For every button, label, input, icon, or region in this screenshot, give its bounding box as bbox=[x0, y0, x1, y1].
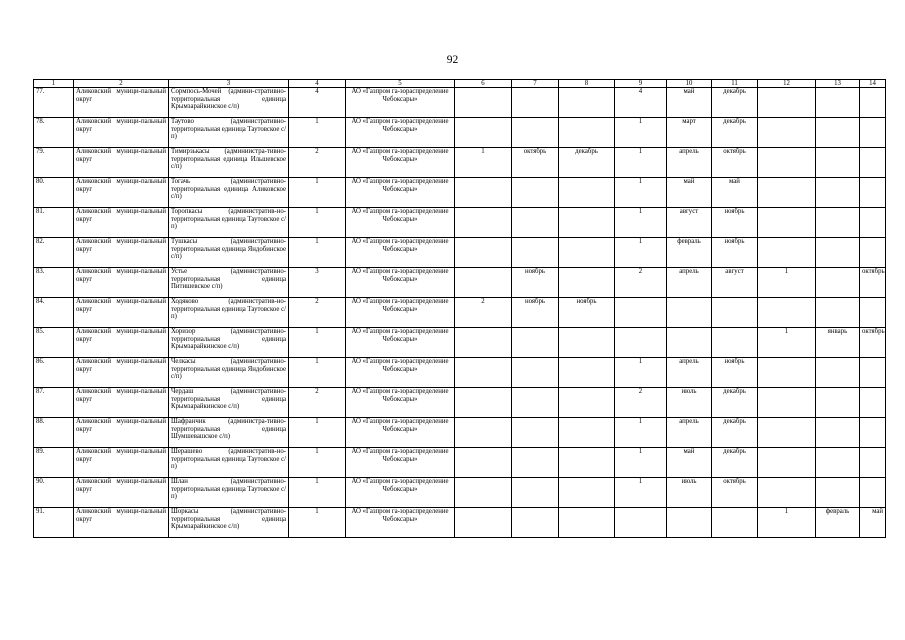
table-cell-col-10: май bbox=[667, 178, 712, 208]
table-cell-col-10: апрель bbox=[667, 418, 712, 448]
table-cell-col-8 bbox=[559, 448, 615, 478]
table-row bbox=[34, 208, 886, 238]
table-cell-col-1: 85. bbox=[34, 328, 74, 358]
table-cell-col-3: Торопкасы (административ-но-территориальная единица Таутовское с/п) bbox=[169, 208, 289, 238]
table-cell-col-7 bbox=[512, 238, 559, 268]
table-body bbox=[34, 88, 886, 538]
table-cell-col-2: Аликовский муници-пальный округ bbox=[74, 478, 169, 508]
table-cell-col-5: АО «Газпром га-зораспределение Чебоксары» bbox=[346, 178, 455, 208]
table-cell-col-8 bbox=[559, 418, 615, 448]
column-header-13: 13 bbox=[816, 80, 860, 88]
table-cell-col-11 bbox=[712, 508, 758, 538]
table-cell-col-11: декабрь bbox=[712, 88, 758, 118]
table-cell-col-11 bbox=[712, 328, 758, 358]
table-cell-col-14 bbox=[860, 148, 886, 178]
table-cell-col-3: Сормпось-Мочей (админи-стративно-территориальная единица Крымзарайкинское с/п) bbox=[169, 88, 289, 118]
table-cell-col-7 bbox=[512, 88, 559, 118]
table-cell-col-8: декабрь bbox=[559, 148, 615, 178]
table-cell-col-9: 1 bbox=[615, 148, 667, 178]
table-cell-col-8 bbox=[559, 478, 615, 508]
table-cell-col-6: 2 bbox=[455, 298, 512, 328]
table-cell-col-9: 1 bbox=[615, 208, 667, 238]
table-cell-col-9: 1 bbox=[615, 358, 667, 388]
table-cell-col-8 bbox=[559, 328, 615, 358]
table-row bbox=[34, 328, 886, 358]
column-header-6: 6 bbox=[455, 80, 512, 88]
table-cell-col-12 bbox=[758, 448, 816, 478]
table-cell-col-13 bbox=[816, 418, 860, 448]
table-cell-col-5: АО «Газпром га-зораспределение Чебоксары» bbox=[346, 298, 455, 328]
table-cell-col-5: АО «Газпром га-зораспределение Чебоксары» bbox=[346, 148, 455, 178]
table-cell-col-2: Аликовский муници-пальный округ bbox=[74, 238, 169, 268]
table-cell-col-12 bbox=[758, 418, 816, 448]
column-header-12: 12 bbox=[758, 80, 816, 88]
table-row bbox=[34, 358, 886, 388]
table-cell-col-12: 1 bbox=[758, 268, 816, 298]
table-cell-col-1: 78. bbox=[34, 118, 74, 148]
table-cell-col-11: декабрь bbox=[712, 388, 758, 418]
table-cell-col-9: 2 bbox=[615, 388, 667, 418]
table-cell-col-10: март bbox=[667, 118, 712, 148]
table-cell-col-12 bbox=[758, 388, 816, 418]
table-cell-col-9: 1 bbox=[615, 238, 667, 268]
table-cell-col-3: Челкасы (административно-территориальная единица Яндобинское с/п) bbox=[169, 358, 289, 388]
table-cell-col-4: 1 bbox=[289, 208, 346, 238]
table-cell-col-8 bbox=[559, 238, 615, 268]
table-cell-col-14: май bbox=[860, 508, 886, 538]
column-header-8: 8 bbox=[559, 80, 615, 88]
table-cell-col-7 bbox=[512, 208, 559, 238]
table-cell-col-13 bbox=[816, 388, 860, 418]
table-row bbox=[34, 178, 886, 208]
table-cell-col-5: АО «Газпром га-зораспределение Чебоксары» bbox=[346, 358, 455, 388]
table-cell-col-4: 2 bbox=[289, 148, 346, 178]
table-cell-col-10 bbox=[667, 508, 712, 538]
table-row bbox=[34, 298, 886, 328]
table-cell-col-12 bbox=[758, 148, 816, 178]
table-cell-col-7 bbox=[512, 328, 559, 358]
table-cell-col-4: 1 bbox=[289, 118, 346, 148]
table-cell-col-5: АО «Газпром га-зораспределение Чебоксары» bbox=[346, 448, 455, 478]
table-cell-col-11: декабрь bbox=[712, 448, 758, 478]
table-cell-col-3: Тушкасы (административно-территориальная единица Яндобинское с/п) bbox=[169, 238, 289, 268]
table-cell-col-1: 86. bbox=[34, 358, 74, 388]
table-cell-col-7 bbox=[512, 418, 559, 448]
table-cell-col-1: 84. bbox=[34, 298, 74, 328]
table-cell-col-7 bbox=[512, 478, 559, 508]
table-cell-col-10: август bbox=[667, 208, 712, 238]
table-cell-col-10: июль bbox=[667, 478, 712, 508]
table-cell-col-2: Аликовский муници-пальный округ bbox=[74, 268, 169, 298]
table-cell-col-11: ноябрь bbox=[712, 238, 758, 268]
table-cell-col-10: апрель bbox=[667, 268, 712, 298]
table-cell-col-11: ноябрь bbox=[712, 208, 758, 238]
table-cell-col-9: 1 bbox=[615, 448, 667, 478]
table-cell-col-6 bbox=[455, 448, 512, 478]
table-row bbox=[34, 268, 886, 298]
table-cell-col-7: октябрь bbox=[512, 148, 559, 178]
table-cell-col-6 bbox=[455, 88, 512, 118]
table-cell-col-3: Шерашево (административ-но-территориальная единица Таутовское с/п) bbox=[169, 448, 289, 478]
table-row bbox=[34, 388, 886, 418]
table-cell-col-1: 79. bbox=[34, 148, 74, 178]
table-cell-col-1: 88. bbox=[34, 418, 74, 448]
table-cell-col-2: Аликовский муници-пальный округ bbox=[74, 178, 169, 208]
table-cell-col-12 bbox=[758, 478, 816, 508]
table-cell-col-3: Тогачь (административно-территориальная единица Аликовское с/п) bbox=[169, 178, 289, 208]
table-cell-col-6 bbox=[455, 268, 512, 298]
table-cell-col-7 bbox=[512, 358, 559, 388]
table-cell-col-9: 1 bbox=[615, 418, 667, 448]
table-cell-col-1: 77. bbox=[34, 88, 74, 118]
table-cell-col-4: 2 bbox=[289, 298, 346, 328]
table-cell-col-2: Аликовский муници-пальный округ bbox=[74, 88, 169, 118]
table-cell-col-13 bbox=[816, 88, 860, 118]
table-cell-col-14 bbox=[860, 358, 886, 388]
table-cell-col-2: Аликовский муници-пальный округ bbox=[74, 148, 169, 178]
table-cell-col-7 bbox=[512, 448, 559, 478]
table-cell-col-12 bbox=[758, 208, 816, 238]
table-cell-col-6 bbox=[455, 178, 512, 208]
table-cell-col-9: 1 bbox=[615, 118, 667, 148]
column-header-1: 1 bbox=[34, 80, 74, 88]
table-cell-col-12 bbox=[758, 358, 816, 388]
table-cell-col-4: 2 bbox=[289, 388, 346, 418]
column-header-2: 2 bbox=[74, 80, 169, 88]
table-cell-col-8 bbox=[559, 88, 615, 118]
table-cell-col-7: ноябрь bbox=[512, 268, 559, 298]
table-cell-col-14 bbox=[860, 208, 886, 238]
table-cell-col-9: 1 bbox=[615, 178, 667, 208]
table-cell-col-13 bbox=[816, 118, 860, 148]
table-cell-col-5: АО «Газпром га-зораспределение Чебоксары» bbox=[346, 88, 455, 118]
table-cell-col-11: октябрь bbox=[712, 148, 758, 178]
table-cell-col-1: 90. bbox=[34, 478, 74, 508]
table-cell-col-6 bbox=[455, 238, 512, 268]
table-cell-col-14 bbox=[860, 418, 886, 448]
header-row bbox=[34, 80, 886, 88]
table-cell-col-13: январь bbox=[816, 328, 860, 358]
column-header-14: 14 bbox=[860, 80, 886, 88]
table-cell-col-12: 1 bbox=[758, 328, 816, 358]
table-cell-col-12 bbox=[758, 88, 816, 118]
table-cell-col-1: 83. bbox=[34, 268, 74, 298]
table-cell-col-12 bbox=[758, 178, 816, 208]
table-cell-col-13 bbox=[816, 298, 860, 328]
column-header-3: 3 bbox=[169, 80, 289, 88]
table-cell-col-4: 4 bbox=[289, 88, 346, 118]
table-cell-col-6 bbox=[455, 478, 512, 508]
page-number: 92 bbox=[446, 54, 459, 66]
table-cell-col-14: октябрь bbox=[860, 268, 886, 298]
table-cell-col-14 bbox=[860, 388, 886, 418]
table-cell-col-10: май bbox=[667, 448, 712, 478]
table-row bbox=[34, 148, 886, 178]
table-cell-col-6 bbox=[455, 118, 512, 148]
table-cell-col-7 bbox=[512, 118, 559, 148]
table-cell-col-9 bbox=[615, 298, 667, 328]
table-cell-col-5: АО «Газпром га-зораспределение Чебоксары» bbox=[346, 388, 455, 418]
table-cell-col-3: Хоризор (административно-территориальная единица Крымзарайкинское с/п) bbox=[169, 328, 289, 358]
table-cell-col-14: октябрь bbox=[860, 328, 886, 358]
table-cell-col-2: Аликовский муници-пальный округ bbox=[74, 358, 169, 388]
table-cell-col-6 bbox=[455, 388, 512, 418]
column-header-4: 4 bbox=[289, 80, 346, 88]
table-cell-col-1: 89. bbox=[34, 448, 74, 478]
table-cell-col-4: 1 bbox=[289, 358, 346, 388]
table-cell-col-4: 1 bbox=[289, 478, 346, 508]
table-cell-col-3: Тимирзькасы (админиистра-тивно-территориальная единица Ильшевское с/п) bbox=[169, 148, 289, 178]
table-cell-col-6: 1 bbox=[455, 148, 512, 178]
table-header bbox=[34, 80, 886, 88]
table-cell-col-10: апрель bbox=[667, 148, 712, 178]
table-cell-col-2: Аликовский муници-пальный округ bbox=[74, 388, 169, 418]
table-row bbox=[34, 508, 886, 538]
table-cell-col-8 bbox=[559, 388, 615, 418]
table-cell-col-13 bbox=[816, 448, 860, 478]
table-cell-col-2: Аликовский муници-пальный округ bbox=[74, 328, 169, 358]
table-cell-col-9: 4 bbox=[615, 88, 667, 118]
table-cell-col-13 bbox=[816, 178, 860, 208]
table-cell-col-13 bbox=[816, 148, 860, 178]
table-cell-col-10 bbox=[667, 328, 712, 358]
table-row bbox=[34, 418, 886, 448]
table-cell-col-13 bbox=[816, 358, 860, 388]
table-cell-col-2: Аликовский муници-пальный округ bbox=[74, 298, 169, 328]
table-cell-col-11: декабрь bbox=[712, 118, 758, 148]
table-cell-col-2: Аликовский муници-пальный округ bbox=[74, 208, 169, 238]
table-cell-col-13 bbox=[816, 208, 860, 238]
table-row bbox=[34, 478, 886, 508]
column-header-9: 9 bbox=[615, 80, 667, 88]
table-cell-col-13 bbox=[816, 238, 860, 268]
table-cell-col-14 bbox=[860, 88, 886, 118]
table-cell-col-3: Ходяково (административ-но-территориальная единица Таутовское с/п) bbox=[169, 298, 289, 328]
table-cell-col-7 bbox=[512, 388, 559, 418]
table-row bbox=[34, 238, 886, 268]
table-cell-col-5: АО «Газпром га-зораспределение Чебоксары» bbox=[346, 238, 455, 268]
table-cell-col-14 bbox=[860, 238, 886, 268]
table-cell-col-4: 1 bbox=[289, 418, 346, 448]
column-header-5: 5 bbox=[346, 80, 455, 88]
table-cell-col-5: АО «Газпром га-зораспределение Чебоксары» bbox=[346, 328, 455, 358]
table-cell-col-8 bbox=[559, 208, 615, 238]
table-cell-col-7 bbox=[512, 178, 559, 208]
table-cell-col-1: 91. bbox=[34, 508, 74, 538]
table-cell-col-1: 80. bbox=[34, 178, 74, 208]
table-cell-col-1: 81. bbox=[34, 208, 74, 238]
table-cell-col-4: 1 bbox=[289, 238, 346, 268]
table-cell-col-14 bbox=[860, 448, 886, 478]
table-cell-col-8 bbox=[559, 178, 615, 208]
table-cell-col-9: 1 bbox=[615, 478, 667, 508]
table-row bbox=[34, 118, 886, 148]
table-cell-col-8 bbox=[559, 508, 615, 538]
table-cell-col-3: Чердаш (административно-территориальная единица Крымзарайкинское с/п) bbox=[169, 388, 289, 418]
table-cell-col-8 bbox=[559, 268, 615, 298]
table-cell-col-10: февраль bbox=[667, 238, 712, 268]
table-cell-col-1: 82. bbox=[34, 238, 74, 268]
table-cell-col-5: АО «Газпром га-зораспределение Чебоксары» bbox=[346, 208, 455, 238]
table-cell-col-2: Аликовский муници-пальный округ bbox=[74, 448, 169, 478]
table-cell-col-12 bbox=[758, 298, 816, 328]
table-cell-col-6 bbox=[455, 508, 512, 538]
table-cell-col-4: 1 bbox=[289, 328, 346, 358]
table-cell-col-5: АО «Газпром га-зораспределение Чебоксары» bbox=[346, 508, 455, 538]
table-cell-col-8 bbox=[559, 118, 615, 148]
table-cell-col-1: 87. bbox=[34, 388, 74, 418]
table-cell-col-3: Устье (административно-территориальная единица Питишевское с/п) bbox=[169, 268, 289, 298]
table-row bbox=[34, 448, 886, 478]
table-cell-col-5: АО «Газпром га-зораспределение Чебоксары» bbox=[346, 478, 455, 508]
table-cell-col-3: Шафранчик (администра-тивно-территориальная единица Шумшевашское с/п) bbox=[169, 418, 289, 448]
table-cell-col-10: апрель bbox=[667, 358, 712, 388]
table-cell-col-4: 3 bbox=[289, 268, 346, 298]
table-cell-col-6 bbox=[455, 418, 512, 448]
plan-table bbox=[33, 79, 886, 538]
table-cell-col-3: Шоркасы (административно-территориальная единица Крымзарайкинское с/п) bbox=[169, 508, 289, 538]
table-cell-col-10: май bbox=[667, 88, 712, 118]
table-cell-col-11: декабрь bbox=[712, 418, 758, 448]
table-cell-col-11: август bbox=[712, 268, 758, 298]
table-cell-col-14 bbox=[860, 298, 886, 328]
table-cell-col-3: Таутово (административно-территориальная единица Таутовское с/п) bbox=[169, 118, 289, 148]
table-cell-col-11: октябрь bbox=[712, 478, 758, 508]
table-cell-col-13: февраль bbox=[816, 508, 860, 538]
table-cell-col-11: ноябрь bbox=[712, 358, 758, 388]
table-cell-col-8: ноябрь bbox=[559, 298, 615, 328]
table-cell-col-2: Аликовский муници-пальный округ bbox=[74, 508, 169, 538]
column-header-11: 11 bbox=[712, 80, 758, 88]
table-cell-col-6 bbox=[455, 328, 512, 358]
table-cell-col-2: Аликовский муници-пальный округ bbox=[74, 118, 169, 148]
table-cell-col-13 bbox=[816, 478, 860, 508]
table-cell-col-9 bbox=[615, 508, 667, 538]
table-cell-col-4: 1 bbox=[289, 508, 346, 538]
table-cell-col-12: 1 bbox=[758, 508, 816, 538]
table-cell-col-9 bbox=[615, 328, 667, 358]
table-cell-col-12 bbox=[758, 118, 816, 148]
table-cell-col-5: АО «Газпром га-зораспределение Чебоксары» bbox=[346, 268, 455, 298]
table-cell-col-10: июль bbox=[667, 388, 712, 418]
table-row bbox=[34, 88, 886, 118]
table-cell-col-14 bbox=[860, 478, 886, 508]
table-cell-col-4: 1 bbox=[289, 178, 346, 208]
table-cell-col-2: Аликовский муници-пальный округ bbox=[74, 418, 169, 448]
table-cell-col-3: Шлан (административно-территориальная единица Таутовское с/п) bbox=[169, 478, 289, 508]
table-cell-col-4: 1 bbox=[289, 448, 346, 478]
table-cell-col-5: АО «Газпром га-зораспределение Чебоксары» bbox=[346, 118, 455, 148]
table-cell-col-7: ноябрь bbox=[512, 298, 559, 328]
table-cell-col-13 bbox=[816, 268, 860, 298]
table-cell-col-5: АО «Газпром га-зораспределение Чебоксары» bbox=[346, 418, 455, 448]
table-cell-col-14 bbox=[860, 178, 886, 208]
table-cell-col-10 bbox=[667, 298, 712, 328]
column-header-7: 7 bbox=[512, 80, 559, 88]
table-cell-col-11 bbox=[712, 298, 758, 328]
table-cell-col-12 bbox=[758, 238, 816, 268]
table-cell-col-6 bbox=[455, 358, 512, 388]
table-cell-col-11: май bbox=[712, 178, 758, 208]
column-header-10: 10 bbox=[667, 80, 712, 88]
table-cell-col-14 bbox=[860, 118, 886, 148]
table-cell-col-6 bbox=[455, 208, 512, 238]
table-cell-col-7 bbox=[512, 508, 559, 538]
table-cell-col-8 bbox=[559, 358, 615, 388]
table-cell-col-9: 2 bbox=[615, 268, 667, 298]
